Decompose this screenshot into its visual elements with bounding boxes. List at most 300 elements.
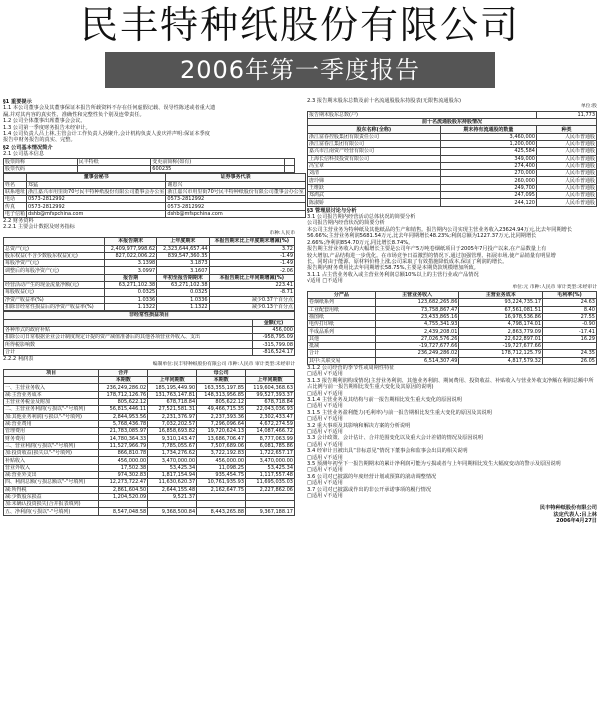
table-cell: 236,249,286.02: [375, 350, 459, 357]
text-line: 3.4 经审计且被出具“非标意见”情况下董事会和监事会出具的相关说明: [307, 448, 468, 455]
table-cell: 合计: [308, 350, 376, 357]
signature-date: 2006年4月27日: [556, 518, 597, 525]
table-cell: 1.1322: [104, 303, 156, 310]
table-cell: -19,727,677.66: [375, 343, 459, 350]
table-header-cell: [246, 369, 295, 376]
table-row: [308, 350, 597, 357]
table-header-cell: 上年度期末: [157, 238, 209, 245]
table-row: [4, 341, 295, 348]
table-cell: -0.90: [543, 321, 597, 328]
table-row: [4, 406, 295, 413]
table-row: [308, 343, 597, 350]
signature-company: 民丰特种纸股份有限公司: [539, 505, 597, 512]
text-line: □适用 √不适用: [307, 441, 343, 448]
table-cell: 14,780,364.33: [99, 435, 148, 442]
table-cell: 3,470,000.00: [148, 457, 197, 464]
table-cell: 53,425.34: [246, 464, 295, 471]
table-cell: 270,000: [440, 170, 536, 177]
table-cell: 姓名: [4, 181, 27, 188]
table-cell: 3.1398: [104, 260, 156, 267]
text-line: 1.1 本公司董事会及其董事保证本报告所载资料不存在任何虚假记载、误导性陈述或者重大遗: [3, 105, 216, 112]
section-3-1-1-title: 3.1.1 占主营业务收入或主营业务利润总额10%以上的主营行业或产品情况: [307, 271, 479, 278]
table-cell: 2,231,376.97: [148, 413, 197, 420]
table-row: [308, 357, 597, 364]
table-cell: 99,527,393.37: [246, 391, 295, 398]
table-cell: 27,521,581.31: [148, 406, 197, 413]
basic-info-table: [3, 158, 295, 174]
table-cell: 1,200,000: [440, 141, 536, 148]
text-line: 3.2 重大事项及其影响和解决方案的分析说明: [307, 422, 411, 429]
table-cell: 郑猛: [27, 181, 166, 188]
section-2-3-title: 2.3 报告期末股东总数及前十名流通股股东持股表(无限售流通股东): [307, 98, 462, 104]
table-cell: 2,863,779.09: [459, 328, 543, 335]
table-header-cell: 股东名称(全称): [308, 126, 441, 133]
table-cell: 减:营业外支出: [4, 471, 99, 478]
table-cell: 805,622.12: [99, 399, 148, 406]
table-cell: 半成品系列: [308, 328, 376, 335]
table-cell: 16,978,536.86: [459, 313, 543, 320]
table-cell: 每股收益(元): [4, 289, 105, 296]
table-cell: 扣除非经常性损益后的净资产收益率(%): [4, 303, 105, 310]
table-cell: 各种形式的政府补贴: [4, 326, 253, 333]
table-cell: [197, 493, 246, 500]
table-row: [4, 508, 295, 515]
table-cell: 减:主营业务成本: [4, 391, 99, 398]
table-cell: 21,783,085.97: [99, 428, 148, 435]
table-cell: dshb@mfspchina.com: [166, 210, 305, 217]
table-row: [4, 399, 295, 406]
text-line: 1.2 公司全体董事出席董事会会议。: [3, 118, 86, 125]
table-row: [308, 162, 597, 169]
table-row: [4, 158, 295, 165]
table-cell: 人民币普通股: [537, 192, 597, 199]
table-cell: 11,695,035.03: [246, 479, 295, 486]
table-row: [308, 177, 597, 184]
table-cell: 11,630,620.37: [148, 479, 197, 486]
table-cell: 卷烟纸系列: [308, 299, 376, 306]
text-line: 长。同时由于能源、原材料价格上涨,公司采取了有效措施降低成本,保证了利润的增长。: [307, 258, 508, 265]
table-cell: 2,237,393.36: [197, 413, 246, 420]
table-header-cell: [4, 377, 99, 384]
table-cell: 9,368,500.84: [148, 508, 197, 515]
table-cell: 财务费用: [4, 435, 99, 442]
table-row: [4, 296, 295, 303]
holder-total-value: 11,773: [537, 111, 597, 118]
table-header-cell: 期末持有流通股的数量: [440, 126, 536, 133]
text-line: □适用 √不适用: [307, 416, 343, 423]
contact-table: [3, 173, 306, 218]
table-row: [308, 170, 597, 177]
table-header-row: [4, 319, 295, 326]
text-line: 3.3 会计政策、会计估计、合并范围变化以及重大会计差错的情况及原因说明: [307, 435, 483, 442]
table-cell: 866,810.78: [99, 450, 148, 457]
table-row: [4, 471, 295, 478]
table-cell: 减:少数股东损益: [4, 493, 99, 500]
table-header-row: [4, 369, 295, 376]
table-row: [308, 133, 597, 140]
table-header-cell: 合并: [99, 369, 148, 376]
table-cell: 2,227,862.06: [246, 486, 295, 493]
table-row: [4, 442, 295, 449]
table-cell: 223.41: [209, 282, 294, 289]
table-cell: 郑鸿武: [308, 192, 441, 199]
table-header-cell: [4, 274, 105, 281]
table-row: [308, 192, 597, 199]
report-header: [0, 0, 600, 88]
table-header-cell: 毛利率(%): [543, 291, 597, 298]
table-row: [4, 181, 306, 188]
text-line: 3.7 公司对已披露或作出的非公开承诺事项的履行情况: [307, 486, 432, 493]
table-row: [4, 188, 306, 195]
table-row: [4, 464, 295, 471]
table-cell: 22,043,036.93: [246, 406, 295, 413]
table-header-row: [4, 274, 295, 281]
table-cell: -19,727,677.66: [459, 343, 543, 350]
table-cell: 236,249,286.02: [99, 384, 148, 391]
table-header-cell: 本报告期末: [104, 238, 156, 245]
section-3-1-subtitle: 公司报告期内经营状况的简要分析: [307, 220, 385, 227]
table-cell: 4,672,274.59: [246, 420, 295, 427]
table-cell: 电话: [4, 196, 27, 203]
section-3-1-title: 3.1 公司报告期内经营活动总体状况的简要分析: [307, 214, 416, 221]
table-header-cell: 上年同期数: [246, 377, 295, 384]
table-cell: [543, 343, 597, 350]
section-1-title: §1 重要提示: [3, 99, 32, 105]
table-cell: 23,433,865.16: [375, 313, 459, 320]
table-cell: 7,032,202.57: [148, 420, 197, 427]
text-line: □适用 √不适用: [307, 390, 343, 397]
table-cell: 249,700: [440, 184, 536, 191]
table-cell: 185,195,449.90: [148, 384, 197, 391]
table-row: [4, 479, 295, 486]
table-cell: 14,087,466.72: [246, 428, 295, 435]
section-2-2-2-title: 2.2.2 利润表: [3, 356, 34, 362]
table-cell: 主营业务税金及附加: [4, 399, 99, 406]
table-row: [308, 184, 597, 191]
table-cell: -8.71: [209, 289, 294, 296]
table-cell: 减:营业费用: [4, 420, 99, 427]
table-row: [308, 199, 597, 206]
table-cell: 其中:关联交易: [308, 357, 376, 364]
table-header-cell: 母公司: [197, 369, 246, 376]
section-2-2-title: 2.2 财务资料: [3, 218, 34, 225]
table-cell: 3,722,192.83: [197, 450, 246, 457]
table-row: [4, 413, 295, 420]
table-cell: -17.41: [543, 328, 597, 335]
table-row: [4, 289, 295, 296]
table-cell: 五、净利润(亏损以"-"号填列): [4, 508, 99, 515]
table-header-cell: 种类: [537, 126, 597, 133]
table-cell: 974,302.83: [99, 471, 148, 478]
table-cell: 3.1607: [157, 267, 209, 274]
holder-total-label: 报告期末股东总数(户): [308, 111, 537, 118]
report-title-banner: 2006年第一季度报告: [105, 52, 495, 88]
table-header-cell: 本报告期比上年同期增减(%): [209, 274, 294, 281]
table-row: [4, 435, 295, 442]
table-cell: 0.0325: [157, 289, 209, 296]
section-2-2-1-title: 2.2.1 主要会计数据及财务指标: [3, 224, 75, 231]
table-cell: [246, 493, 295, 500]
table-cell: 0573-2812992: [27, 196, 166, 203]
text-line: □适用 √不适用: [307, 480, 343, 487]
table-cell: 6,514,307.49: [375, 357, 459, 364]
table-cell: 每股净资产(元): [4, 260, 105, 267]
table-row: [4, 245, 295, 252]
section-3-items: [307, 365, 597, 500]
table-cell: 13,686,706.47: [197, 435, 246, 442]
table-cell: 7,296,096.64: [197, 420, 246, 427]
section-3-1-text: [307, 227, 597, 272]
table-header-cell: 主营业务收入: [375, 291, 459, 298]
table-cell: 27,026,576.26: [375, 335, 459, 342]
table-cell: 12,273,722.47: [99, 479, 148, 486]
table-cell: 73,758,867.47: [375, 306, 459, 313]
table-cell: 456,000: [252, 326, 294, 333]
text-line: 1.3 公司第一季度财务报告未经审计。: [3, 124, 91, 131]
table-cell: [246, 501, 295, 508]
shareholders-table: [307, 111, 597, 207]
table-cell: 管理费用: [4, 428, 99, 435]
table-row: [308, 328, 597, 335]
table-cell: 600235: [151, 165, 285, 172]
table-cell: [77, 165, 151, 172]
table-row: [4, 348, 295, 355]
table-cell: 274,400: [440, 162, 536, 169]
table-cell: 1,817,154.94: [148, 471, 197, 478]
section-1-text: [3, 105, 295, 143]
table-cell: 浙江富春江集团有限公司: [308, 141, 441, 148]
table-row: [4, 196, 306, 203]
table-cell: 所得税影响数: [4, 341, 253, 348]
table-cell: 6,081,785.86: [246, 442, 295, 449]
table-header-cell: 本期数: [197, 377, 246, 384]
table-header-cell: [4, 319, 253, 326]
table-cell: 16,858,693.82: [148, 428, 197, 435]
table-cell: 传真: [4, 203, 27, 210]
table-cell: 131,763,147.81: [148, 391, 197, 398]
table-cell: 1.0336: [157, 296, 209, 303]
left-column: [3, 98, 304, 516]
table-cell: 839,547,360.35: [157, 252, 209, 259]
text-line: □适用 √不适用: [307, 403, 343, 410]
section-3-1-1-applicable: √适用 □不适用: [307, 278, 343, 285]
table-cell: 178,712,125.79: [459, 350, 543, 357]
table-row: [308, 141, 597, 148]
table-header-cell: 本报告期末比上年度期末增减(%): [209, 238, 294, 245]
table-cell: 总资产(元): [4, 245, 105, 252]
table-cell: 2,439,208.01: [375, 328, 459, 335]
table-cell: 2,644,155.48: [148, 486, 197, 493]
table-cell: 7,785,055.67: [148, 442, 197, 449]
table-row: [4, 282, 295, 289]
table-cell: 人民币普通股: [537, 162, 597, 169]
table-cell: 合计: [4, 348, 253, 355]
table-cell: 1.0336: [104, 296, 156, 303]
text-line: 报告中财务报告的真实、完整。: [3, 137, 76, 144]
table-cell: 8,547,048.58: [99, 508, 148, 515]
table-header-cell: 分产品: [308, 291, 376, 298]
table-cell: 人民币普通股: [537, 170, 597, 177]
table-row: [4, 252, 295, 259]
table-cell: 工业配套用纸: [308, 306, 376, 313]
share-unit-note: 单位:股: [580, 104, 597, 110]
table-cell: 2,861,604.50: [99, 486, 148, 493]
table-cell: 一、主营业务收入: [4, 384, 99, 391]
table-header-row: [4, 174, 306, 181]
table-cell: dshb@mfspchina.com: [27, 210, 166, 217]
text-line: □适用 √不适用: [307, 428, 343, 435]
table-cell: 浙江嘉兴市甪里街70号民丰特种纸股份有限公司董事会办公室: [28, 188, 165, 195]
table-cell: [197, 501, 246, 508]
table-header-cell: 上年同期数: [148, 377, 197, 384]
table-cell: 63,271,102.38: [157, 282, 209, 289]
table-cell: 电传打印纸: [308, 321, 376, 328]
table-cell: 17,502.38: [99, 464, 148, 471]
table-cell: -1.49: [209, 260, 294, 267]
table-cell: 3.0997: [104, 267, 156, 274]
table-row: [4, 267, 295, 274]
table-cell: 9,367,188.17: [246, 508, 295, 515]
table-row: [4, 501, 295, 508]
table-cell: 26.05: [543, 357, 597, 364]
table-cell: 456,000.00: [197, 457, 246, 464]
table-cell: 178,712,126.76: [99, 391, 148, 398]
table-cell: 3,470,000.00: [246, 457, 295, 464]
table-cell: 9,521.37: [148, 493, 197, 500]
table-cell: 11,098.25: [197, 464, 246, 471]
text-line: □适用 √不适用: [307, 467, 343, 474]
text-line: 本公司主营业务为特种纸及其他纸品的生产和销售。报告期内公司实现主营业务收入23624.94万元,比去年同期增长: [307, 226, 573, 233]
table-cell: 456,000.00: [99, 457, 148, 464]
table-row: [308, 148, 597, 155]
profit-unit-note: 编制单位:民丰特种纸股份有限公司 币种:人民币 审计类型:未经审计: [152, 362, 295, 368]
table-cell: 电子信箱: [5, 210, 26, 217]
table-cell: 22,622,897.01: [459, 335, 543, 342]
table-cell: 浙江嘉兴市甪里街70号民丰特种纸股份有限公司董事会办公室: [167, 188, 304, 195]
table-cell: 谢恩兴: [166, 181, 305, 188]
table-cell: 扣除公司日常根据企业会计制度规定计提的资产减值准备后的其他各项营业外收入、支出: [4, 334, 253, 341]
table-cell: 人民币普通股: [537, 141, 597, 148]
table-header-cell: 年初至报告期期末: [157, 274, 209, 281]
table-cell: -958,795.09: [252, 334, 294, 341]
table-cell: -2.06: [209, 267, 294, 274]
table-cell: 王维跃: [308, 184, 441, 191]
table-cell: 9,310,143.47: [148, 435, 197, 442]
table-header-row: [308, 291, 597, 298]
nonrecurring-title: 非经常性损益项目: [4, 312, 295, 319]
section-2-title: §2 公司基本情况简介: [3, 144, 53, 151]
table-header-row: [308, 126, 597, 133]
table-header-cell: 金额(元): [252, 319, 294, 326]
table-cell: 经营活动产生的现金流量净额(元): [4, 282, 105, 289]
table-cell: 1.1322: [157, 303, 209, 310]
table-row: [4, 203, 306, 210]
table-cell: 补贴收入: [4, 457, 99, 464]
table-row: [308, 299, 597, 306]
text-line: 3.1.4 主营业务及其结构与前一报告期相比发生重大变化的原因说明: [307, 396, 462, 403]
table-cell: -816,524.17: [252, 348, 294, 355]
table-cell: 股票代码: [4, 165, 78, 172]
table-header-row: [4, 238, 295, 245]
table-header-cell: 报告期: [104, 274, 156, 281]
table-cell: 93,224,735.17: [459, 299, 543, 306]
table-cell: 16.29: [543, 335, 597, 342]
table-cell: 3.1873: [157, 260, 209, 267]
table-cell: 678,718.84: [246, 399, 295, 406]
table-header-cell: 主营业务成本: [459, 291, 543, 298]
table-cell: 减少0.13个百分点: [209, 303, 294, 310]
table-cell: 53,425.34: [148, 464, 197, 471]
table-cell: [285, 165, 295, 172]
table-cell: 浙江富春控股集团有限责任公司: [308, 133, 441, 140]
text-line: 较大增加,产品结构进一步优化。在市场竞争日益激烈的情况下,通过加强管理、拓展市场,使产品销量有明显增: [307, 252, 556, 259]
nonrecurring-table: [3, 311, 295, 356]
table-cell: 1,117,557.48: [246, 471, 295, 478]
table-cell: 244,120: [440, 199, 536, 206]
table-cell: 0573-2812992: [166, 196, 305, 203]
table-cell: 49,466,715.35: [197, 406, 246, 413]
table-cell: 1,734,276.62: [148, 450, 197, 457]
table-cell: 描图纸: [308, 313, 376, 320]
table-cell: 247,095: [440, 192, 536, 199]
table-cell: 减少0.37个百分点: [209, 296, 294, 303]
table-cell: 7,507,689.06: [197, 442, 246, 449]
table-cell: 其他: [308, 335, 376, 342]
table-row: [4, 486, 295, 493]
table-cell: 119,604,368.63: [246, 384, 295, 391]
table-cell: [285, 158, 295, 165]
signature-chair: 法定代表人:吕上林: [553, 511, 597, 518]
table-cell: 净资产收益率(%): [4, 296, 105, 303]
table-row: [4, 165, 295, 172]
text-line: 报告期主营业务收入的大幅增长主要是公司年产5万吨卷烟纸项目于2005年7月投产以来,在产品数量上有: [307, 246, 547, 253]
table-cell: 上海长信科技投资有限公司: [308, 155, 441, 162]
table-cell: 二、主营业务利润(亏损以"-"号填列): [4, 406, 99, 413]
table-row: [4, 326, 295, 333]
table-cell: 8,777,063.99: [246, 435, 295, 442]
table-cell: 11,527,966.79: [99, 442, 148, 449]
section-3-title: §3 管理层讨论与分析: [307, 207, 357, 214]
table-cell: [148, 501, 197, 508]
table-cell: 调整后的每股净资产(元): [4, 267, 105, 274]
table-cell: 67,561,081.51: [459, 306, 543, 313]
text-line: 3.1.3 报告期利润构成情况(主营业务利润、其他业务利润、期间费用、投资收益、补贴收入与营业外收支净额在利润总额中所占比例与前一报告期相比发生重大变化及其原因的说明): [307, 377, 594, 391]
text-line: □适用 √不适用: [307, 493, 343, 500]
text-line: 3.1.2 公司经营的季节性或周期性特征: [307, 364, 395, 371]
table-cell: 163,355,197.85: [197, 384, 246, 391]
table-row: [4, 428, 295, 435]
table-header-cell: 本期数: [99, 377, 148, 384]
text-line: 报告期内财务费用比去年同期增长58.75%,主要是本期贷款规模增加所致。: [307, 265, 479, 272]
table-header-cell: [4, 238, 105, 245]
table-cell: 唐玲娣: [308, 177, 441, 184]
table-cell: 4,817,579.32: [459, 357, 543, 364]
text-line: 3.1.5 主营业务盈利能力(毛利率)与前一报告期相比发生重大变化的原因及其说明: [307, 409, 492, 416]
product-table: [307, 291, 597, 365]
table-cell: 24.35: [543, 350, 597, 357]
table-row: [4, 420, 295, 427]
table-cell: 联系地址: [5, 188, 26, 195]
table-header-cell: 董事会秘书: [27, 174, 166, 181]
table-cell: 425,584: [440, 148, 536, 155]
table-cell: 5,768,436.78: [99, 420, 148, 427]
table-cell: 63,271,102.38: [104, 282, 156, 289]
table-cell: 人民币普通股: [537, 184, 597, 191]
table-cell: 加:未确认投资损失(合并报表填列): [4, 501, 99, 508]
table-cell: 8,443,265.88: [197, 508, 246, 515]
text-line: 56.66%;主营业务利润5681.54万元,比去年同期增长48.23%;利润总额为1227.37万元,比同期增长: [307, 233, 537, 240]
table-row: [308, 306, 597, 313]
